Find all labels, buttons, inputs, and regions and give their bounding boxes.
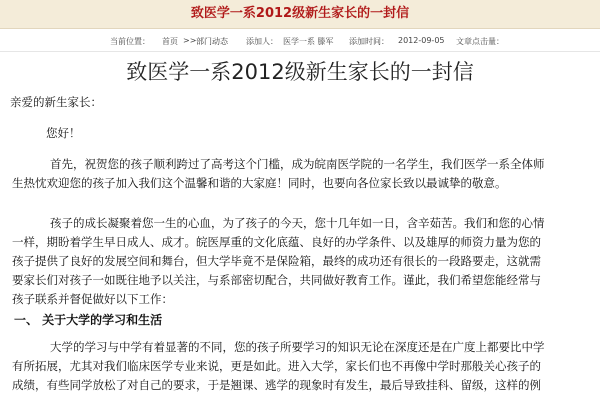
paragraph-1-line: 首先，祝贺您的孩子顺利跨过了高考这个门槛，成为皖南医学院的一名学生，我们医学一系全体师 (50, 157, 545, 171)
section-heading-1: 一、 关于大学的学习和生活 (14, 313, 163, 327)
hits-label: 文章点击量： (456, 37, 504, 46)
date-value: 2012-09-05 (398, 36, 445, 45)
added-time-label: 添加时间： (349, 37, 389, 46)
paragraph-2-line: 孩子的成长凝聚着您一生的心血，为了孩子的今天，您十几年如一日，含辛茹苦。我们和您的心情 (50, 216, 545, 230)
breadcrumb-home-link[interactable]: 首页 (162, 37, 178, 46)
location-label: 当前位置： (110, 37, 150, 46)
added-by-label: 添加人： (246, 37, 278, 46)
greeting: 您好！ (46, 126, 81, 140)
page-header-bar (0, 0, 600, 29)
article-meta-bar (0, 33, 600, 49)
paragraph-2-line: 一样，期盼着学生早日成人、成才。皖医厚重的文化底蕴、良好的办学条件、以及雄厚的师资力量为您的 (12, 235, 541, 249)
paragraph-3-line: 大学的学习与中学有着显著的不同，您的孩子所要学习的知识无论在深度还是在广度上都要比中学 (50, 340, 545, 354)
paragraph-3-line: 成绩，有些同学放松了对自己的要求，于是翘课、逃学的现象时有发生，最后导致挂科、留级，这样的例 (12, 378, 541, 392)
paragraph-3-line: 有所拓展，尤其对我们临床医学专业来说，更是如此。进入大学，家长们也不再像中学时那般关心孩子的 (12, 359, 541, 373)
paragraph-1-line: 生热忱欢迎您的孩子加入我们这个温馨和谐的大家庭！同时，也要向各位家长致以最诚挚的敬意。 (12, 176, 507, 190)
breadcrumb-separator: >> (183, 36, 197, 45)
author-value: 医学一系 滕军 (283, 37, 334, 46)
meta-divider (0, 51, 600, 52)
paragraph-2-line: 孩子联系并督促做好以下工作： (12, 292, 173, 306)
breadcrumb-category-link[interactable]: 部门动态 (196, 37, 228, 46)
paragraph-2-line: 要家长们对孩子一如既往地予以关注，与系部密切配合，共同做好教育工作。谨此，我们希望您能经常与 (12, 273, 541, 287)
page-header-title: 致医学一系2012级新生家长的一封信 (190, 6, 410, 21)
article-title: 致医学一系2012级新生家长的一封信 (126, 60, 474, 84)
salutation: 亲爱的新生家长： (10, 95, 102, 109)
paragraph-2-line: 孩子提供了良好的发展空间和舞台，但大学毕竟不是保险箱，最终的成功还有很长的一段路要走，这就需 (12, 254, 541, 268)
